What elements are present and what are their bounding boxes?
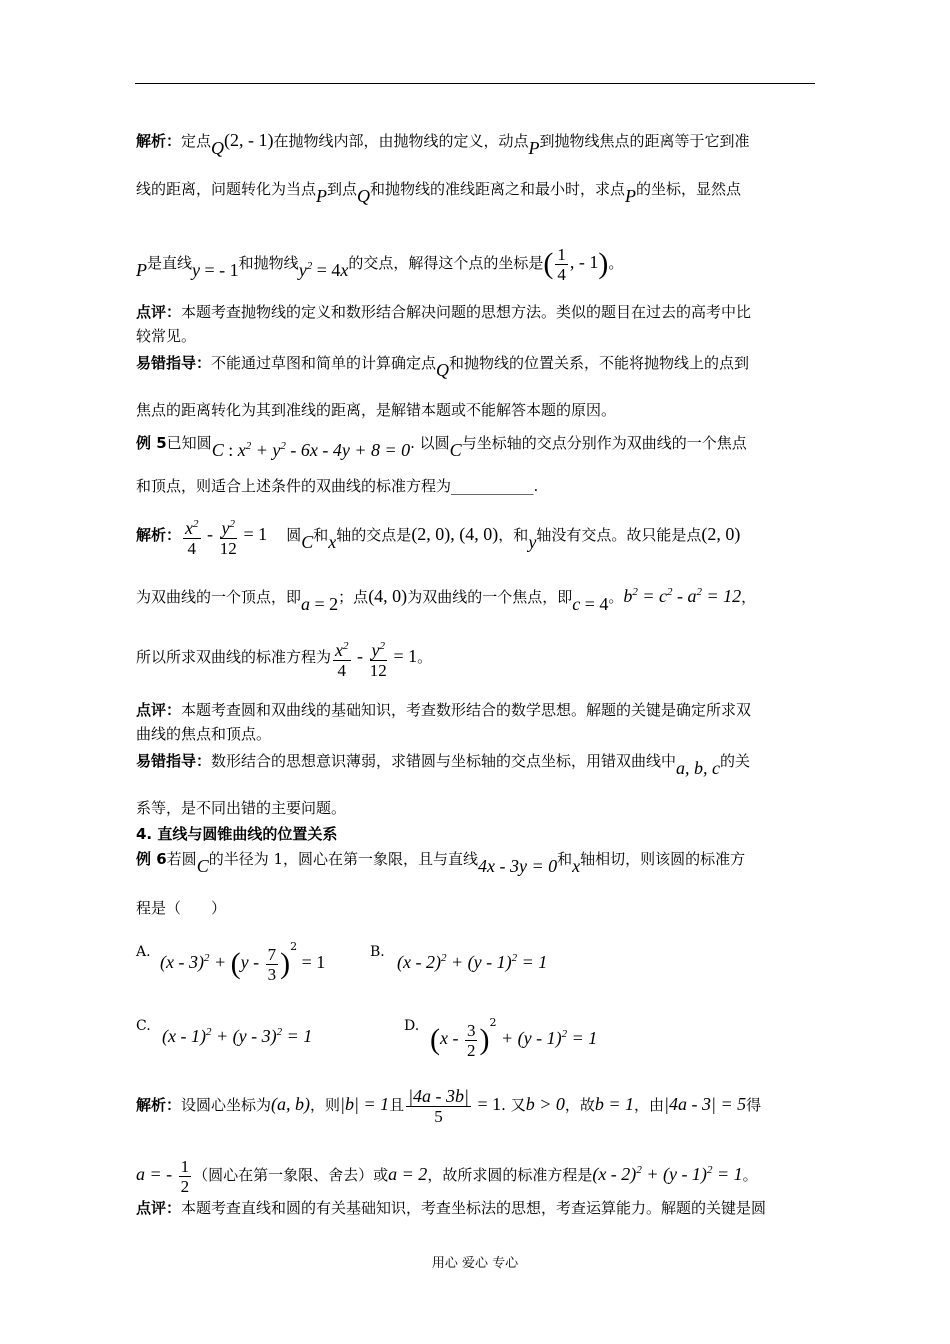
option-c-formula: (x - 1)$^2$ + (y - 3)$^2$ = 1 (162, 1026, 313, 1046)
option-a-formula: (x - 3)$^2$ + (y - $\frac{7}{3}$ )$^2$ = 1 (160, 940, 326, 984)
solution-5-line-1: 解析： $\frac{x^2}{4}$ - $\frac{y^2}{12}$ = 1 圆C和x轴的交点是(2, 0), (4, 0)，和y轴没有交点。故只能是点(2, 0) (136, 512, 816, 558)
option-b-label: B. (370, 944, 385, 960)
example-6-line-2: 程是（ ） (136, 899, 227, 917)
header-rule (135, 83, 815, 84)
comment-2-line-2: 曲线的焦点和顶点。 (136, 725, 272, 743)
pitfall-2-line-2: 系等，是不同出错的主要问题。 (136, 799, 347, 817)
example-5-line-2: 和顶点，则适合上述条件的双曲线的标准方程为___________. (136, 477, 539, 495)
option-b-formula: (x - 2)$^2$ + (y - 1)$^2$ = 1 (397, 952, 548, 972)
solution-1-line-1: 解析：定点Q(2, - 1)在抛物线内部，由抛物线的定义，动点P到抛物线焦点的距离等于它到准 (136, 130, 750, 158)
section-4-heading: 4. 直线与圆锥曲线的位置关系 (136, 825, 338, 843)
solution-1-line-2: 线的距离，问题转化为当点P到点Q和抛物线的准线距离之和最小时，求点P的坐标，显然点 (136, 180, 742, 206)
example-5-line-1: 例 5已知圆C : $x^2 + y^2 - 6x - 4y + 8 = 0$. 以圆C与坐标轴的交点分别作为双曲线的一个焦点 (136, 434, 747, 460)
comment-2-line-1: 点评：本题考查圆和双曲线的基础知识，考查数形结合的数学思想。解题的关键是确定所求双 (136, 701, 752, 719)
comment-1-line-2: 较常见。 (136, 327, 197, 345)
option-d-formula: (x - $\frac{3}{2}$ )$^2$ + (y - 1)$^2$ = 1 (430, 1016, 598, 1060)
solution-5-line-2: 为双曲线的一个顶点，即a = 2；点(4, 0)为双曲线的一个焦点，即c = 4。$b^2 = c^2 - a^2 = 12$， (136, 586, 757, 614)
pitfall-1-line-1: 易错指导：不能通过草图和简单的计算确定点Q和抛物线的位置关系，不能将抛物线上的点到 (136, 354, 750, 380)
option-a-label: A. (136, 944, 151, 960)
pitfall-1-line-2: 焦点的距离转化为其到准线的距离，是解错本题或不能解答本题的原因。 (136, 401, 617, 419)
comment-1-line-1: 点评：本题考查抛物线的定义和数形结合解决问题的思想方法。类似的题目在过去的高考中比 (136, 303, 752, 321)
solution-6-line-2: a = - $\frac{1}{2}$ （圆心在第一象限、舍去）或a = 2，故所求圆的标准方程是(x - 2)$^2$ + (y - 1)$^2$ = 1。 (136, 1156, 758, 1196)
pitfall-2-line-1: 易错指导：数形结合的思想意识薄弱，求错圆与坐标轴的交点坐标，用错双曲线中a, b, c的关 (136, 752, 751, 778)
option-c-label: C. (136, 1018, 151, 1034)
example-6-line-1: 例 6若圆C的半径为 1，圆心在第一象限，且与直线4x - 3y = 0和x轴相切，则该圆的标准方 (136, 850, 746, 876)
solution-1-line-3: P是直线y = - 1和抛物线$y^2 = 4x$的交点，解得这个点的坐标是( $\frac{1}{4}$ , - 1)。 (136, 244, 624, 284)
solution-6-line-1: 解析：设圆心坐标为(a, b)，则|b| = 1且 $\frac{|4a - 3b|}{5}$ = 1. 又b > 0，故b = 1，由|4a - 3| = 5得 (136, 1085, 762, 1126)
solution-5-line-3: 所以所求双曲线的标准方程为 $\frac{x^2}{4}$ - $\frac{y^2}{12}$ = 1。 (136, 634, 816, 680)
comment-3-line-1: 点评：本题考查直线和圆的有关基础知识，考查坐标法的思想，考查运算能力。解题的关键是圆 (136, 1199, 767, 1217)
page-footer: 用心 爱心 专心 (431, 1256, 519, 1271)
option-d-label: D. (404, 1018, 420, 1034)
